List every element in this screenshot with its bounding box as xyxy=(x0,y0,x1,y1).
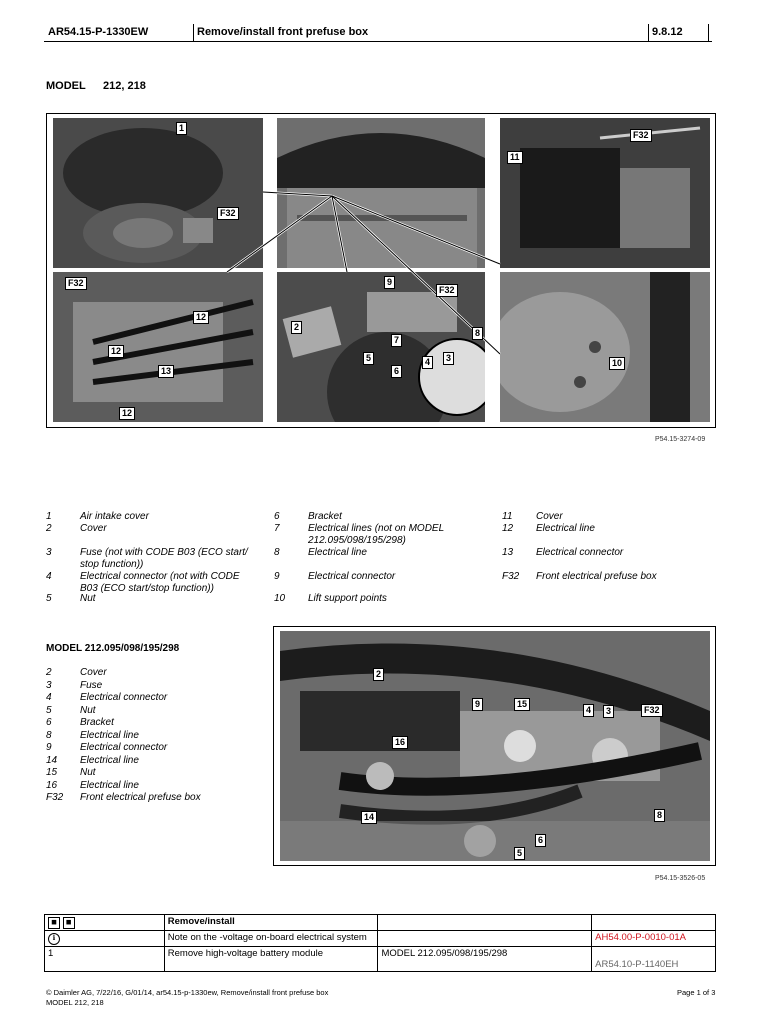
leader-lines xyxy=(47,114,717,429)
table-cell-text: Remove high-voltage battery module xyxy=(164,947,378,972)
table-row xyxy=(45,931,716,947)
table-cell-text: Note on the -voltage on-board electrical system xyxy=(164,931,378,947)
sub-model-title: MODEL 212.095/098/195/298 xyxy=(46,643,180,654)
doc-date: 9.8.12 xyxy=(652,26,683,38)
table-header-label: Remove/install xyxy=(164,915,378,931)
callout: 2 xyxy=(291,321,302,334)
callout: F32 xyxy=(630,129,652,142)
table-row xyxy=(45,947,716,972)
tool-icon: ◼ xyxy=(48,917,60,929)
callout: 4 xyxy=(422,356,433,369)
doc-id: AR54.15-P-1330EW xyxy=(48,26,149,38)
callout: 10 xyxy=(609,357,625,370)
footer-model: MODEL 212, 218 xyxy=(46,998,104,1007)
callout: F32 xyxy=(217,207,239,220)
callout: 7 xyxy=(391,334,402,347)
footer-page: Page 1 of 3 xyxy=(677,988,716,997)
table-cell-model xyxy=(378,931,592,947)
figure-2 xyxy=(273,626,716,866)
table-cell-step: 1 xyxy=(45,947,165,972)
procedure-table xyxy=(44,914,716,972)
model-label: MODEL xyxy=(46,80,86,92)
callout: 16 xyxy=(392,736,408,749)
figure-1 xyxy=(46,113,716,428)
callout: 6 xyxy=(391,365,402,378)
legend-col-2: 6 Bracket 7 Electrical lines (not on MODEL 212.095/098/195/298) 8 Electrical line 9 Electrical connector 10 Lift support points xyxy=(274,511,444,604)
callout: 3 xyxy=(443,352,454,365)
reference-link[interactable]: AH54.00-P-0010-01A xyxy=(592,931,716,947)
callout: 1 xyxy=(176,122,187,135)
doc-title: Remove/install front prefuse box xyxy=(197,26,369,38)
callout: 12 xyxy=(108,345,124,358)
reference-link[interactable]: AR54.10-P-1140EH xyxy=(592,947,716,972)
table-icons-cell xyxy=(45,915,165,931)
callout: 15 xyxy=(514,698,530,711)
callout: 11 xyxy=(507,151,523,164)
callout: 8 xyxy=(472,327,483,340)
callout: 12 xyxy=(193,311,209,324)
legend-2: 2 Cover 3 Fuse 4 Electrical connector 5 Nut 6 Bracket 8 Electrical line 9 Electrical connector 14 Electrical line 15 Nut 16 Electrical line F32 Front electrical prefuse box xyxy=(46,667,201,803)
callout: 9 xyxy=(384,276,395,289)
table-header-row xyxy=(45,915,716,931)
callout: 3 xyxy=(603,705,614,718)
tool-icon: ◼ xyxy=(63,917,75,929)
callout: F32 xyxy=(436,284,458,297)
callout: 2 xyxy=(373,668,384,681)
model-line xyxy=(46,80,146,92)
callout: 6 xyxy=(535,834,546,847)
photo-panel-engine xyxy=(280,631,710,861)
callout: 8 xyxy=(654,809,665,822)
footer-copyright: © Daimler AG, 7/22/16, G/01/14, ar54.15-p-1330ew, Remove/install front prefuse box xyxy=(46,988,329,997)
callout: 5 xyxy=(363,352,374,365)
callout: 12 xyxy=(119,407,135,420)
callout: F32 xyxy=(65,277,87,290)
callout: 4 xyxy=(583,704,594,717)
callout: 13 xyxy=(158,365,174,378)
figure-1-id: P54.15-3274-09 xyxy=(655,436,706,443)
legend-col-3: 11 Cover 12 Electrical line 13 Electrical connector F32 Front electrical prefuse box xyxy=(502,511,657,582)
callout: 14 xyxy=(361,811,377,824)
legend-col-1: 1 Air intake cover 2 Cover 3 Fuse (not with CODE B03 (ECO start/ stop function)) 4 Electrical connector (not with CODE B03 (ECO start/stop function)) 5 Nut xyxy=(46,511,248,604)
document-header xyxy=(44,24,712,42)
figure-2-id: P54.15-3526-05 xyxy=(655,875,706,882)
table-cell-model: MODEL 212.095/098/195/298 xyxy=(378,947,592,972)
callout: 9 xyxy=(472,698,483,711)
model-value: 212, 218 xyxy=(103,80,146,92)
callout: 5 xyxy=(514,847,525,860)
callout: F32 xyxy=(641,704,663,717)
info-icon: ℹ xyxy=(48,933,60,945)
